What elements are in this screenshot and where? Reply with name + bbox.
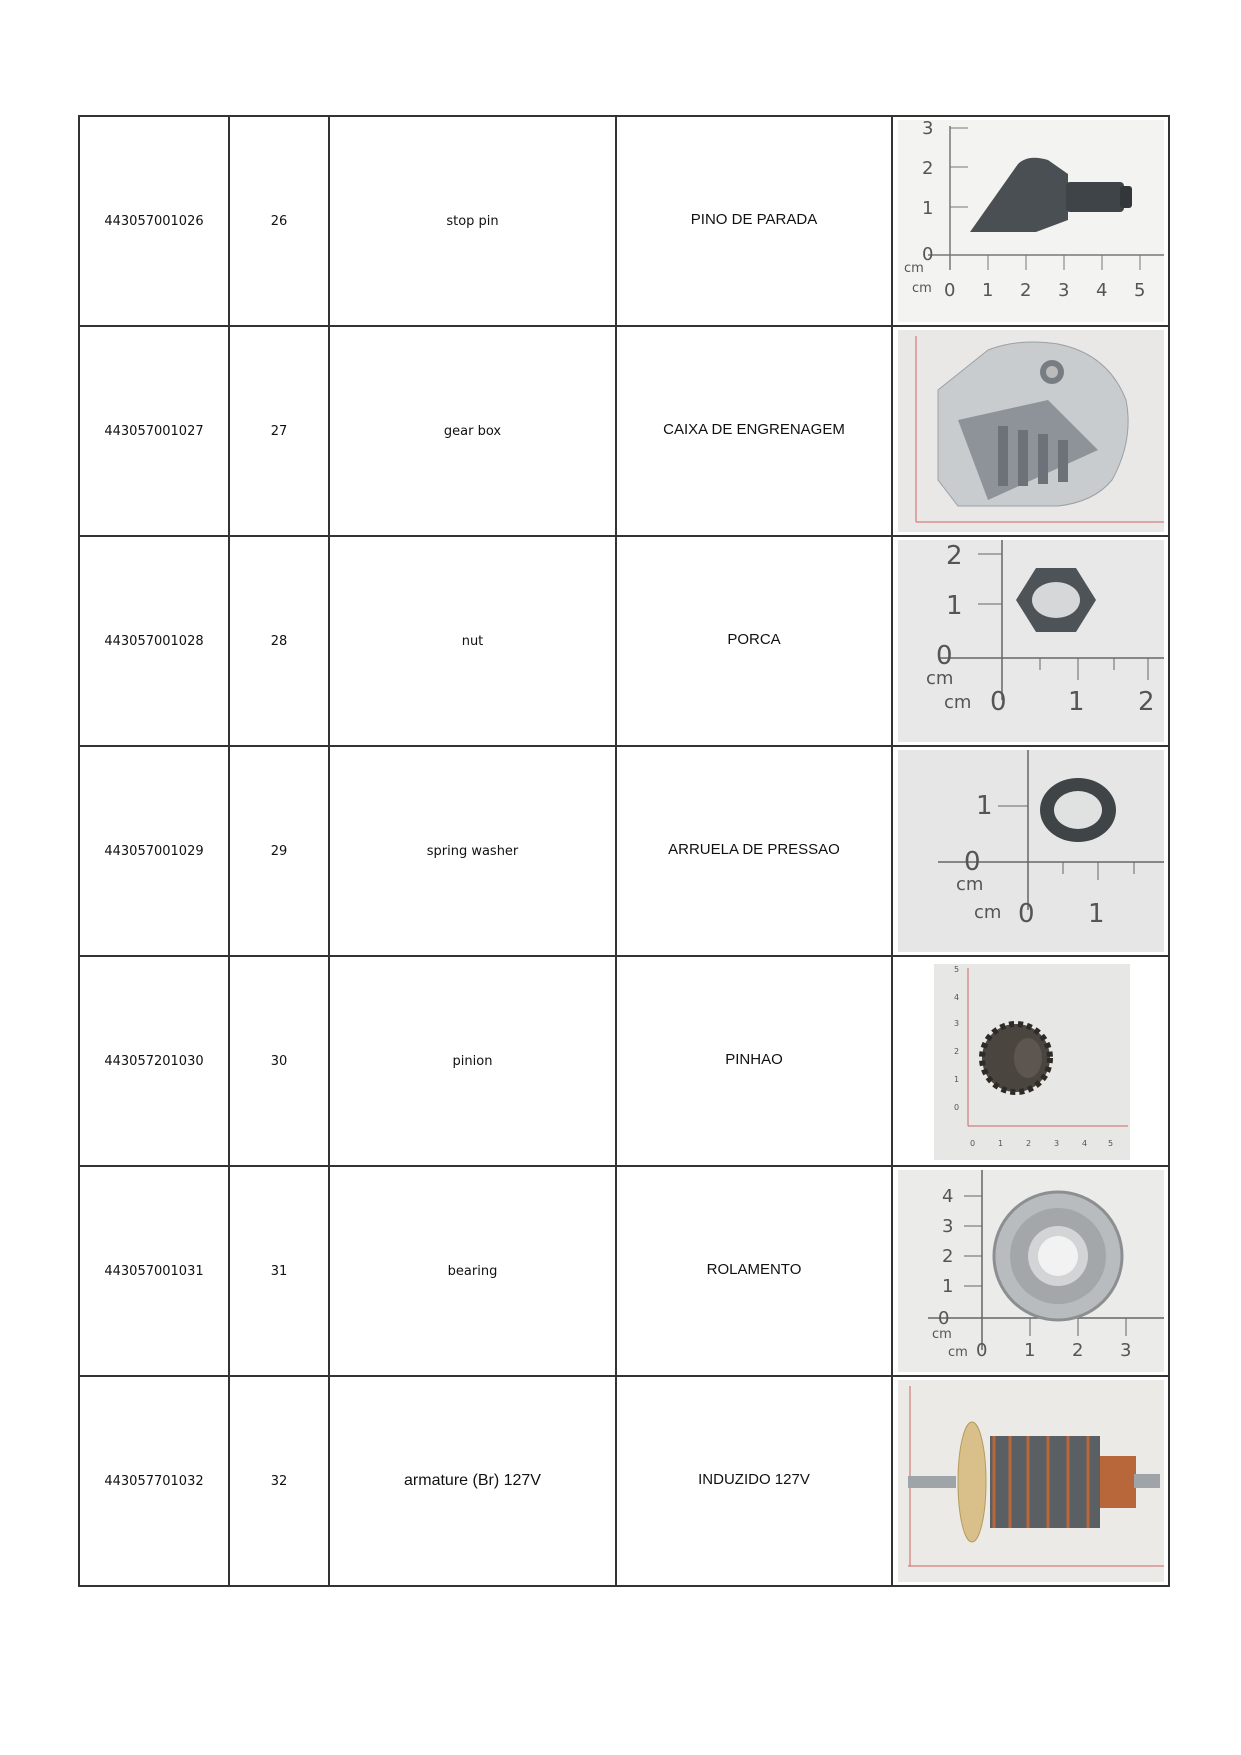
svg-text:1: 1 bbox=[1087, 899, 1105, 929]
portuguese-name-cell bbox=[616, 746, 892, 956]
english-name-cell: spring washer bbox=[329, 746, 616, 956]
svg-text:4: 4 bbox=[1081, 1139, 1087, 1148]
svg-text:cm: cm bbox=[973, 902, 1001, 923]
english-name-cell: stop pin bbox=[329, 116, 616, 326]
english-name-cell: gear box bbox=[329, 326, 616, 536]
armature-photo bbox=[898, 1380, 1164, 1582]
parts-table bbox=[78, 115, 1170, 1587]
svg-text:cm: cm bbox=[943, 692, 971, 713]
svg-text:2: 2 bbox=[941, 1246, 953, 1267]
image-cell bbox=[892, 326, 1169, 536]
svg-text:2: 2 bbox=[1137, 687, 1155, 717]
svg-text:4: 4 bbox=[953, 993, 959, 1002]
portuguese-name: PORCA bbox=[727, 630, 781, 648]
image-cell bbox=[892, 1376, 1169, 1586]
svg-text:1: 1 bbox=[941, 1276, 953, 1297]
svg-text:1: 1 bbox=[1023, 1340, 1035, 1361]
portuguese-name: PINHAO bbox=[725, 1050, 783, 1068]
image-cell bbox=[892, 746, 1169, 956]
part-number-cell: 443057001028 bbox=[79, 536, 229, 746]
table-row bbox=[79, 746, 1169, 956]
table-row bbox=[79, 956, 1169, 1166]
svg-text:3: 3 bbox=[921, 120, 933, 139]
svg-text:3: 3 bbox=[953, 1019, 959, 1028]
svg-text:4: 4 bbox=[1095, 280, 1107, 301]
svg-text:cm: cm bbox=[931, 1327, 952, 1342]
position-cell: 29 bbox=[229, 746, 329, 956]
svg-text:5: 5 bbox=[1107, 1139, 1113, 1148]
svg-text:cm: cm bbox=[947, 1345, 968, 1360]
image-cell bbox=[892, 536, 1169, 746]
svg-text:cm: cm bbox=[911, 281, 932, 296]
svg-text:0: 0 bbox=[989, 687, 1007, 717]
svg-text:5: 5 bbox=[1133, 280, 1145, 301]
table-row bbox=[79, 1166, 1169, 1376]
part-number-cell: 443057201030 bbox=[79, 956, 229, 1166]
svg-text:2: 2 bbox=[921, 158, 933, 179]
svg-text:0: 0 bbox=[953, 1103, 959, 1112]
table-row bbox=[79, 326, 1169, 536]
svg-text:1: 1 bbox=[997, 1139, 1003, 1148]
part-number-cell: 443057701032 bbox=[79, 1376, 229, 1586]
svg-text:3: 3 bbox=[1057, 280, 1069, 301]
image-cell bbox=[892, 956, 1169, 1166]
svg-text:0: 0 bbox=[975, 1340, 987, 1361]
svg-text:cm: cm bbox=[903, 261, 924, 276]
svg-text:1: 1 bbox=[921, 198, 933, 219]
svg-text:3: 3 bbox=[1119, 1340, 1131, 1361]
position-cell: 32 bbox=[229, 1376, 329, 1586]
table-row bbox=[79, 536, 1169, 746]
position-cell: 27 bbox=[229, 326, 329, 536]
stop-pin-photo bbox=[898, 120, 1164, 322]
portuguese-name: CAIXA DE ENGRENAGEM bbox=[663, 420, 845, 438]
svg-text:2: 2 bbox=[953, 1047, 959, 1056]
svg-text:3: 3 bbox=[1053, 1139, 1059, 1148]
svg-text:cm: cm bbox=[955, 874, 983, 895]
svg-text:2: 2 bbox=[1025, 1139, 1031, 1148]
part-number-cell: 443057001027 bbox=[79, 326, 229, 536]
svg-text:0: 0 bbox=[935, 641, 953, 671]
english-name-cell: pinion bbox=[329, 956, 616, 1166]
portuguese-name-cell bbox=[616, 956, 892, 1166]
svg-text:0: 0 bbox=[921, 244, 933, 265]
portuguese-name-cell bbox=[616, 1376, 892, 1586]
portuguese-name-cell bbox=[616, 116, 892, 326]
svg-text:2: 2 bbox=[945, 541, 963, 571]
part-number-cell: 443057001031 bbox=[79, 1166, 229, 1376]
svg-text:1: 1 bbox=[1067, 687, 1085, 717]
portuguese-name: ROLAMENTO bbox=[706, 1260, 802, 1278]
portuguese-name: ARRUELA DE PRESSAO bbox=[668, 840, 840, 858]
svg-text:1: 1 bbox=[953, 1075, 959, 1084]
svg-text:0: 0 bbox=[943, 280, 955, 301]
image-cell bbox=[892, 116, 1169, 326]
svg-text:2: 2 bbox=[1019, 280, 1031, 301]
nut-photo bbox=[898, 540, 1164, 742]
svg-text:cm: cm bbox=[925, 668, 953, 689]
svg-text:0: 0 bbox=[963, 847, 981, 877]
svg-text:0: 0 bbox=[937, 1308, 949, 1329]
english-name-cell: bearing bbox=[329, 1166, 616, 1376]
position-cell: 31 bbox=[229, 1166, 329, 1376]
portuguese-name-cell bbox=[616, 1166, 892, 1376]
svg-text:3: 3 bbox=[941, 1216, 953, 1237]
image-cell bbox=[892, 1166, 1169, 1376]
part-number-cell: 443057001029 bbox=[79, 746, 229, 956]
svg-text:0: 0 bbox=[969, 1139, 975, 1148]
svg-text:1: 1 bbox=[975, 791, 993, 821]
svg-text:2: 2 bbox=[1071, 1340, 1083, 1361]
position-cell: 30 bbox=[229, 956, 329, 1166]
portuguese-name-cell bbox=[616, 326, 892, 536]
part-number-cell: 443057001026 bbox=[79, 116, 229, 326]
position-cell: 26 bbox=[229, 116, 329, 326]
spring-washer-photo bbox=[898, 750, 1164, 952]
svg-text:5: 5 bbox=[953, 965, 959, 974]
english-name-cell: armature (Br) 127V bbox=[329, 1376, 616, 1586]
table-row bbox=[79, 116, 1169, 326]
portuguese-name: INDUZIDO 127V bbox=[698, 1470, 810, 1488]
svg-text:1: 1 bbox=[945, 591, 963, 621]
bearing-photo bbox=[898, 1170, 1164, 1372]
portuguese-name-cell bbox=[616, 536, 892, 746]
svg-text:0: 0 bbox=[1017, 899, 1035, 929]
svg-text:1: 1 bbox=[981, 280, 993, 301]
gear-box-photo bbox=[898, 330, 1164, 532]
english-name-cell: nut bbox=[329, 536, 616, 746]
svg-text:4: 4 bbox=[941, 1186, 953, 1207]
portuguese-name: PINO DE PARADA bbox=[690, 210, 818, 228]
pinion-photo bbox=[898, 960, 1164, 1162]
table-row bbox=[79, 1376, 1169, 1586]
position-cell: 28 bbox=[229, 536, 329, 746]
